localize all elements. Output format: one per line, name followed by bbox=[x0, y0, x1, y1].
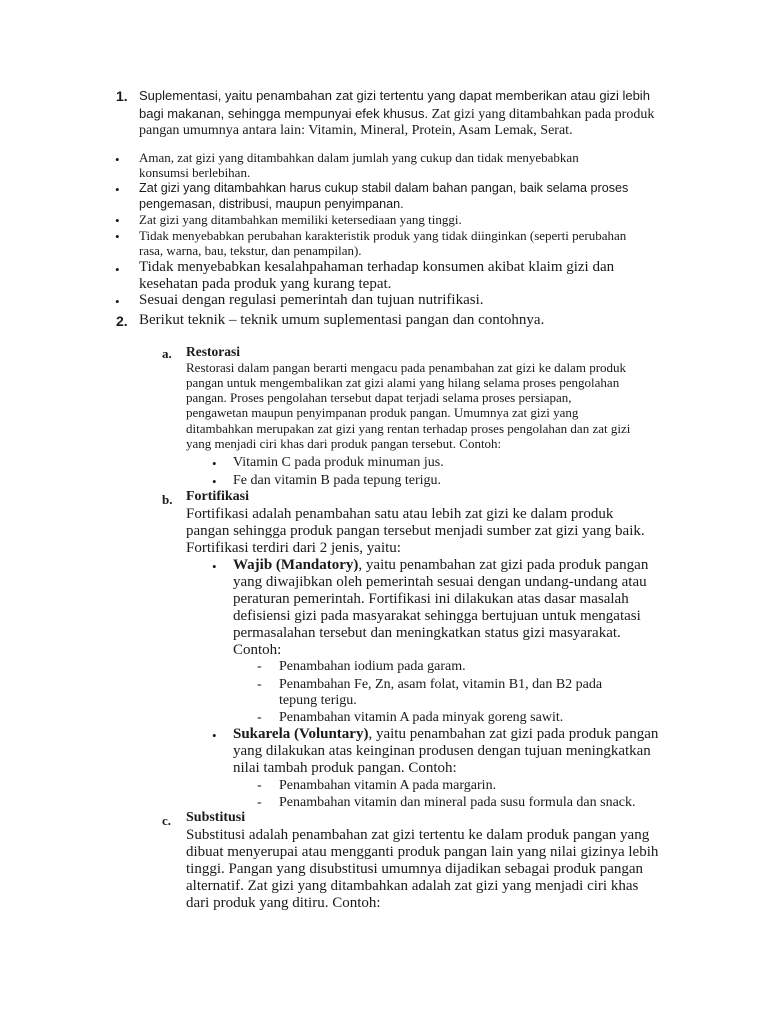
section1-line-2-serif: Zat gizi yang ditambahkan pada produk bbox=[428, 107, 655, 122]
subsection-letter: c. bbox=[162, 813, 172, 828]
paragraph-line: defisiensi gizi pada masyarakat sehingga bertujuan untuk mengatasi bbox=[233, 608, 641, 624]
paragraph-line: pangan untuk mengembalikan zat gizi alami yang hilang selama proses pengolahan bbox=[186, 375, 620, 390]
paragraph-line: pangan sehingga produk pangan tersebut menjadi sumber zat gizi yang baik. bbox=[186, 523, 645, 539]
bullet-icon: • bbox=[115, 262, 120, 277]
section-number-1: 1. bbox=[116, 88, 128, 104]
subsection-heading: Restorasi bbox=[186, 344, 240, 359]
subsection-letter: a. bbox=[162, 346, 172, 361]
paragraph-line: Restorasi dalam pangan berarti mengacu pada penambahan zat gizi ke dalam produk bbox=[186, 360, 627, 375]
list-item: Penambahan iodium pada garam. bbox=[279, 659, 466, 674]
wajib-first-rest: , yaitu penambahan zat gizi pada produk pangan bbox=[358, 557, 649, 573]
section1-line-1: Suplementasi, yaitu penambahan zat gizi tertentu yang dapat memberikan atau gizi lebih bbox=[139, 88, 650, 103]
list-item-line: rasa, warna, bau, tekstur, dan penampilan). bbox=[139, 243, 362, 258]
list-item-line: pengemasan, distribusi, maupun penyimpanan. bbox=[139, 197, 404, 211]
list-item-line: Tidak menyebabkan kesalahpahaman terhadap konsumen akibat klaim gizi dan bbox=[139, 259, 615, 275]
paragraph-line: yang menjadi ciri khas dari produk pangan tersebut. Contoh: bbox=[186, 436, 502, 451]
paragraph-line: Contoh: bbox=[233, 642, 282, 658]
paragraph-line: tinggi. Pangan yang disubstitusi umumnya dijadikan sebagai produk pangan bbox=[186, 861, 644, 877]
paragraph-line: ditambahkan merupakan zat gizi yang rentan terhadap proses pengolahan dan zat gizi bbox=[186, 421, 631, 436]
list-item: Vitamin C pada produk minuman jus. bbox=[233, 455, 444, 470]
sukarela-first-rest: , yaitu penambahan zat gizi pada produk pangan bbox=[368, 726, 659, 742]
paragraph-line: Fortifikasi terdiri dari 2 jenis, yaitu: bbox=[186, 540, 401, 556]
section1-line-2 bbox=[139, 105, 654, 123]
paragraph-line: peraturan pemerintah. Fortifikasi ini dilakukan atas dasar masalah bbox=[233, 591, 629, 607]
bullet-icon: • bbox=[212, 456, 217, 471]
dash-icon: - bbox=[257, 659, 262, 674]
list-item: Fe dan vitamin B pada tepung terigu. bbox=[233, 473, 442, 488]
paragraph-line: yang diwajibkan oleh pemerintah sesuai dengan undang-undang atau bbox=[233, 574, 647, 590]
paragraph-line: permasalahan tersebut dan meningkatkan status gizi masyarakat. bbox=[233, 625, 621, 641]
subsection-heading: Fortifikasi bbox=[186, 489, 249, 504]
subsection-letter: b. bbox=[162, 492, 173, 507]
list-item: Penambahan vitamin dan mineral pada susu formula dan snack. bbox=[279, 795, 636, 810]
sukarela-first-line bbox=[233, 726, 658, 743]
list-item-line: konsumsi berlebihan. bbox=[139, 165, 251, 180]
list-item: tepung terigu. bbox=[279, 693, 357, 708]
list-item-line: Tidak menyebabkan perubahan karakteristik produk yang tidak diinginkan (seperti perubahan bbox=[139, 228, 627, 243]
paragraph-line: Substitusi adalah penambahan zat gizi tertentu ke dalam produk pangan yang bbox=[186, 827, 650, 843]
dash-icon: - bbox=[257, 710, 262, 725]
section1-line-2-sans: bagi makanan, sehingga mempunyai efek khusus. bbox=[139, 106, 429, 121]
paragraph-line: pangan. Proses pengolahan tersebut dapat terjadi selama proses persiapan, bbox=[186, 390, 572, 405]
bullet-icon: • bbox=[115, 294, 120, 309]
list-item-line: Sesuai dengan regulasi pemerintah dan tujuan nutrifikasi. bbox=[139, 292, 484, 308]
list-item-line: kesehatan pada produk yang kurang tepat. bbox=[139, 276, 392, 292]
sukarela-term: Sukarela (Voluntary) bbox=[233, 726, 369, 742]
bullet-icon: • bbox=[115, 213, 120, 228]
list-item: Penambahan Fe, Zn, asam folat, vitamin B1, dan B2 pada bbox=[279, 677, 603, 692]
dash-icon: - bbox=[257, 795, 262, 810]
paragraph-line: yang dilakukan atas keinginan produsen dengan tujuan meningkatkan bbox=[233, 743, 651, 759]
list-item-line: Zat gizi yang ditambahkan harus cukup stabil dalam bahan pangan, baik selama proses bbox=[139, 181, 629, 195]
bullet-icon: • bbox=[212, 559, 217, 574]
list-item: Penambahan vitamin A pada minyak goreng sawit. bbox=[279, 710, 564, 725]
wajib-first-line bbox=[233, 557, 648, 574]
list-item-line: Zat gizi yang ditambahkan memiliki ketersediaan yang tinggi. bbox=[139, 212, 462, 227]
section2-intro: Berikut teknik – teknik umum suplementasi pangan dan contohnya. bbox=[139, 312, 545, 328]
paragraph-line: Fortifikasi adalah penambahan satu atau lebih zat gizi ke dalam produk bbox=[186, 506, 614, 522]
subsection-heading: Substitusi bbox=[186, 810, 246, 825]
paragraph-line: alternatif. Zat gizi yang ditambahkan adalah zat gizi yang menjadi ciri khas bbox=[186, 878, 639, 894]
dash-icon: - bbox=[257, 677, 262, 692]
paragraph-line: dibuat menyerupai atau mengganti produk pangan lain yang nilai gizinya lebih bbox=[186, 844, 659, 860]
bullet-icon: • bbox=[212, 474, 217, 489]
dash-icon: - bbox=[257, 778, 262, 793]
list-item-line: Aman, zat gizi yang ditambahkan dalam jumlah yang cukup dan tidak menyebabkan bbox=[139, 150, 579, 165]
paragraph-line: dari produk yang ditiru. Contoh: bbox=[186, 895, 381, 911]
section-number-2: 2. bbox=[116, 313, 128, 329]
list-item: Penambahan vitamin A pada margarin. bbox=[279, 778, 497, 793]
bullet-icon: • bbox=[115, 182, 120, 197]
wajib-term: Wajib (Mandatory) bbox=[233, 557, 359, 573]
bullet-icon: • bbox=[115, 229, 120, 244]
bullet-icon: • bbox=[212, 728, 217, 743]
paragraph-line: pengawetan maupun penyimpanan produk pangan. Umumnya zat gizi yang bbox=[186, 405, 579, 420]
section1-line-3: pangan umumnya antara lain: Vitamin, Mineral, Protein, Asam Lemak, Serat. bbox=[139, 123, 573, 138]
paragraph-line: nilai tambah produk pangan. Contoh: bbox=[233, 760, 457, 776]
bullet-icon: • bbox=[115, 152, 120, 167]
